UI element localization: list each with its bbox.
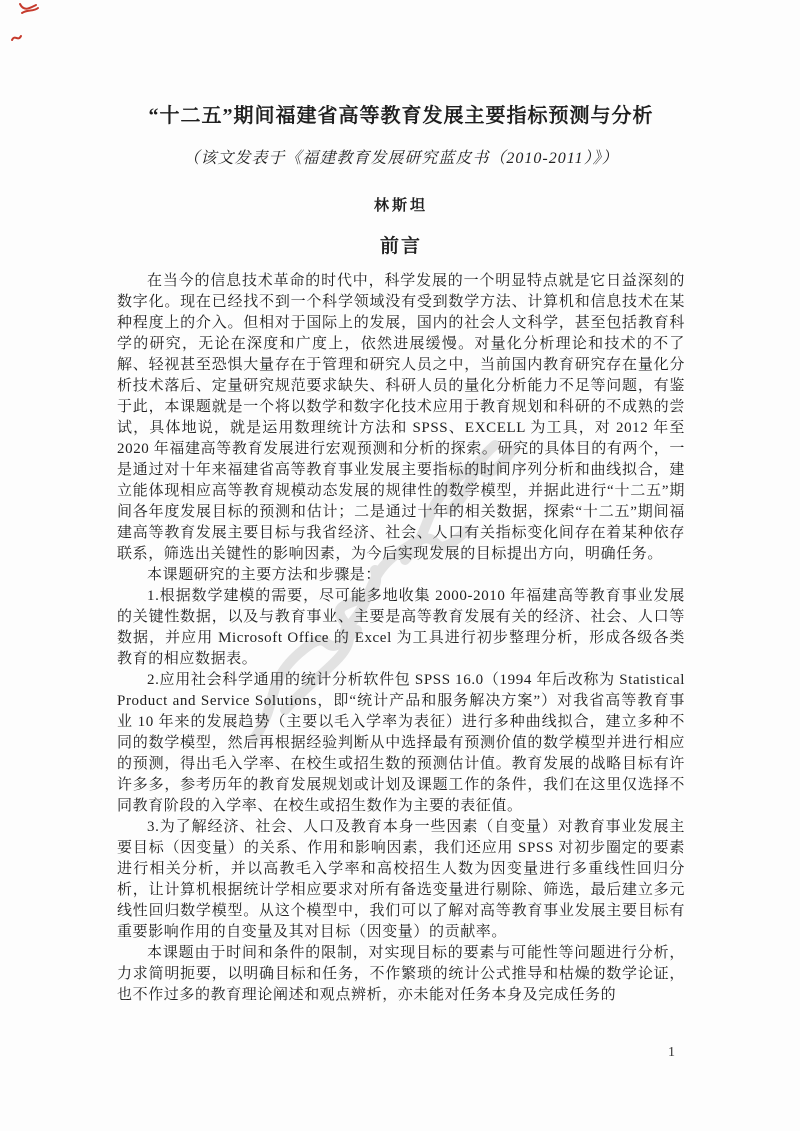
paragraph-step-2: 2.应用社会科学通用的统计分析软件包 SPSS 16.0（1994 年后改称为 Statistical Product and Service Solutions，即“统计产品和服务解决方案”）对我省高等教育事业 10 年来的发展趋势（主要以毛入学率为表征）进行多种曲线拟合，建立多种不同的数学模型，然后再根据经验判断从中选择最有预测价值的数学模型并进行相应的预测，得出毛入学率、在校生或招生数的预测估计值。教育发展的战略目标有许许多多，参考历年的教育发展规划或计划及课题工作的条件，我们在这里仅选择不同教育阶段的入学率、在校生或招生数作为主要的表征值。 [117,672,685,814]
paragraph-closing: 本课题由于时间和条件的限制，对实现目标的要素与可能性等问题进行分析，力求简明扼要，以明确目标和任务，不作繁琐的统计公式推导和枯燥的数学论证，也不作过多的教育理论阐述和观点辨析，亦未能对任务本身及完成任务的 [117,945,685,1003]
paragraph-methods-lead: 本课题研究的主要方法和步骤是： [147,567,382,583]
red-pen-marks-icon [6,0,46,56]
section-heading-preface: 前言 [379,236,422,257]
paragraph-step-1: 1.根据数学建模的需要，尽可能多地收集 2000-2010 年福建高等教育事业发展的关键性数据，以及与教育事业、主要是高等教育发展有关的经济、社会、人口等数据，并应用 Microsoft Office 的 Excel 为工具进行初步整理分析，形成各级各类教育的相应数据表。 [117,588,685,667]
paragraph-step-3: 3.为了解经济、社会、人口及教育本身一些因素（自变量）对教育事业发展主要目标（因变量）的关系、作用和影响因素，我们还应用 SPSS 对初步圈定的要素进行相关分析，并以高教毛入学率和高校招生人数为因变量进行多重线性回归分析，让计算机根据统计学相应要求对所有备选变量进行剔除、筛选，最后建立多元线性回归数学模型。从这个模型中，我们可以了解对高等教育事业发展主要目标有重要影响作用的自变量及其对目标（因变量）的贡献率。 [117,819,685,940]
paragraph-intro: 在当今的信息技术革命的时代中，科学发展的一个明显特点就是它日益深刻的数字化。现在已经找不到一个科学领域没有受到数学方法、计算机和信息技术在某种程度上的介入。但相对于国际上的发展，国内的社会人文科学，甚至包括教育科学的研究，无论在深度和广度上，依然进展缓慢。对量化分析理论和技术的不了解、轻视甚至恐惧大量存在于管理和研究人员之中，当前国内教育研究存在量化分析技术落后、定量研究规范要求缺失、科研人员的量化分析能力不足等问题，有鉴于此，本课题就是一个将以数学和数字化技术应用于教育规划和科研的不成熟的尝试，具体地说，就是运用数理统计方法和 SPSS、EXCELL 为工具，对 2012 年至 2020 年福建高等教育发展进行宏观预测和分析的探索。研究的具体目的有两个，一是通过对十年来福建省高等教育事业发展主要指标的时间序列分析和曲线拟合，建立能体现相应高等教育规模动态发展的规律性的数学模型，并据此进行“十二五”期间各年度发展目标的预测和估计；二是通过十年的相关数据，探索“十二五”期间福建高等教育发展主要目标与我省经济、社会、人口有关指标变化间存在着某种依存联系，筛选出关键性的影响因素，为今后实现发展的目标提出方向，明确任务。 [117,273,685,562]
page-content [117,0,685,1006]
body-text [117,271,685,1006]
publication-note: （该文发表于《福建教育发展研究蓝皮书（2010-2011）》） [183,150,619,167]
author-name: 林斯坦 [373,198,428,214]
page-number: 1 [668,1045,675,1060]
page-title: “十二五”期间福建省高等教育发展主要指标预测与分析 [148,105,654,127]
